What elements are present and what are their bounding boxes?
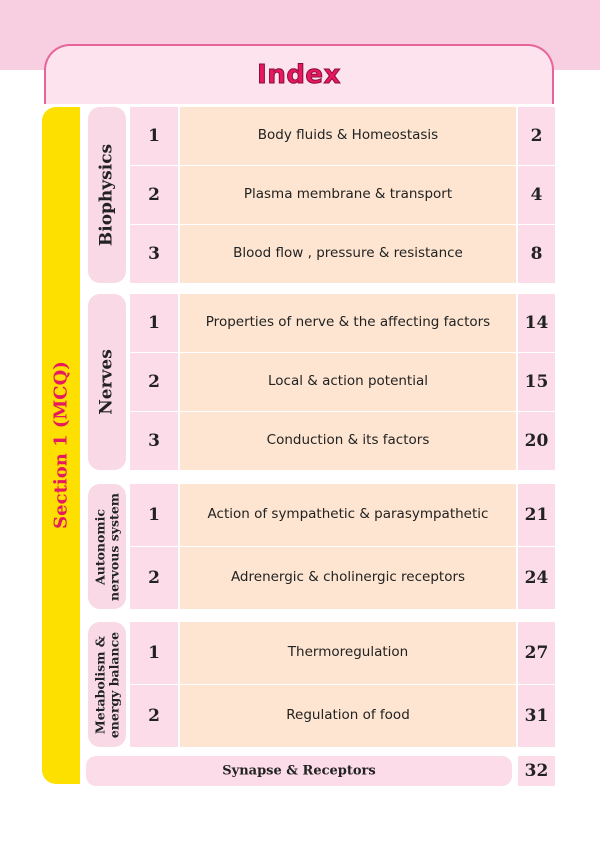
row-topic: Thermoregulation [287, 644, 409, 661]
synapse-row[interactable] [86, 756, 512, 786]
table-row[interactable] [130, 107, 555, 165]
title-box [44, 44, 554, 104]
row-page: 31 [524, 706, 549, 726]
row-page: 8 [530, 244, 543, 264]
table-row[interactable] [130, 353, 555, 411]
row-page: 27 [524, 643, 549, 663]
row-topic: Regulation of food [286, 707, 410, 724]
row-topic: Properties of nerve & the affecting factors [205, 314, 491, 331]
row-page: 15 [524, 372, 549, 392]
row-number: 1 [148, 313, 160, 333]
row-page: 21 [524, 505, 549, 525]
row-topic: Body fluids & Homeostasis [257, 127, 439, 144]
row-topic: Conduction & its factors [266, 432, 430, 449]
table-row[interactable] [130, 622, 555, 684]
synapse-page: 32 [524, 761, 549, 781]
row-topic: Action of sympathetic & parasympathetic [207, 506, 489, 523]
synapse-topic: Synapse & Receptors [222, 763, 376, 779]
row-number: 2 [148, 706, 160, 726]
table-row[interactable] [130, 547, 555, 609]
section-label: Section 1 (MCQ) [50, 361, 72, 529]
row-topic: Adrenergic & cholinergic receptors [230, 569, 466, 586]
row-number: 3 [148, 431, 160, 451]
table-row[interactable] [130, 412, 555, 470]
page-title: Index [257, 60, 341, 90]
row-page: 24 [524, 568, 549, 588]
table-row[interactable] [130, 225, 555, 283]
row-number: 1 [148, 505, 160, 525]
group-label-nerves: Nerves [88, 294, 126, 470]
table-row[interactable] [130, 685, 555, 747]
row-number: 3 [148, 244, 160, 264]
table-row[interactable] [130, 484, 555, 546]
group-label-biophysics: Biophysics [88, 107, 126, 283]
row-topic: Plasma membrane & transport [243, 186, 453, 203]
row-page: 4 [530, 185, 543, 205]
table-row[interactable] [130, 294, 555, 352]
row-page: 2 [530, 126, 543, 146]
row-number: 1 [148, 126, 160, 146]
row-number: 1 [148, 643, 160, 663]
row-topic: Local & action potential [268, 373, 428, 390]
row-number: 2 [148, 185, 160, 205]
group-label-metabolism: Metabolism & energy balance [88, 622, 126, 747]
group-label-autonomic: Autonomic nervous system [88, 484, 126, 609]
row-number: 2 [148, 568, 160, 588]
row-page: 14 [524, 313, 549, 333]
row-topic: Blood flow , pressure & resistance [233, 245, 463, 262]
row-page: 20 [524, 431, 549, 451]
synapse-page-cell [518, 756, 555, 786]
row-number: 2 [148, 372, 160, 392]
table-row[interactable] [130, 166, 555, 224]
